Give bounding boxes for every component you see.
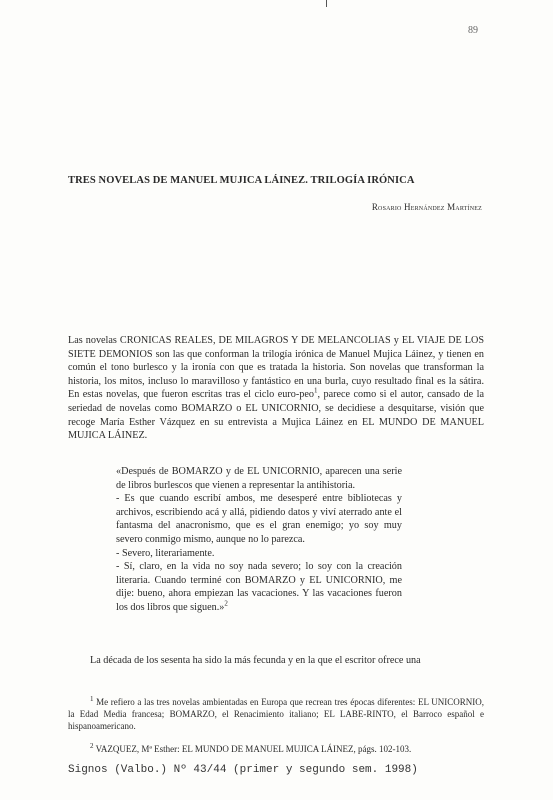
continuation-paragraph: La década de los sesenta ha sido la más fecunda y en la que el escritor ofrece una bbox=[90, 655, 421, 666]
footnote-2 bbox=[68, 740, 484, 755]
footnote-1-mark: 1 bbox=[90, 695, 94, 703]
footnote-1 bbox=[68, 693, 484, 733]
quote-line bbox=[116, 560, 402, 614]
page-number: 89 bbox=[468, 25, 478, 36]
quote-line: - Es que cuando escribí ambos, me desesperé entre bibliotecas y archivos, escribiendo acá y allá, pidiendo datos y viví aterrado ante el fantasma del anacronismo, que es el gran enemigo; yo soy muy severo conmigo mismo, aunque no lo parezca. bbox=[116, 493, 402, 545]
paragraph-1-text-a: Las novelas CRONICAS REALES, DE MILAGROS Y DE MELANCOLIAS y EL VIAJE DE LOS SIETE DEMONIOS son las que conforman la trilogía irónica de Manuel Mujica Láinez, y tienen en común el tono burlesco y la ironía con que es tratada la historia. Son novelas que transforman la historia, los mitos, incluso lo maravilloso y fantástico en una burla, cuyo resultado final es la sátira. En estas novelas, que fueron escritas tras el ciclo euro-peo bbox=[68, 335, 484, 401]
paragraph-1-text-b: , parece como si el autor, cansado de la seriedad de novelas como BOMARZO o EL UNICORNIO, se decidiese a desquitarse, visión que recoge María Esther Vázquez en su entrevista a Mujica Láinez en EL MUNDO DE MANUEL MUJICA LÁINEZ. bbox=[68, 389, 485, 442]
footnote-ref-2: 2 bbox=[224, 599, 228, 608]
quote-line: «Después de BOMARZO y de EL UNICORNIO, aparecen una serie de libros burlescos que vienen a representar la antihistoria. bbox=[116, 466, 402, 491]
footnote-2-mark: 2 bbox=[90, 742, 94, 750]
footnote-ref-1: 1 bbox=[313, 386, 318, 395]
quote-line: - Severo, literariamente. bbox=[116, 547, 215, 559]
quote-line-text: - Sí, claro, en la vida no soy nada severo; lo soy con la creación literaria. Cuando terminé con BOMARZO y EL UNICORNIO, me dije: bueno, ahora empiezan las vacaciones. Y las vacaciones fueron los dos libros que siguen.» bbox=[116, 561, 402, 613]
footnote-2-text: VAZQUEZ, Mª Esther: EL MUNDO DE MANUEL MUJICA LÁINEZ, págs. 102-103. bbox=[95, 744, 412, 754]
block-quote bbox=[116, 465, 402, 615]
article-author: Rosario Hernández Martínez bbox=[371, 202, 482, 212]
footnote-1-text: Me refiero a las tres novelas ambientadas en Europa que recrean tres épocas diferentes: EL UNICORNIO, la Edad Media francesa; BOMARZO, el Renacimiento italiano; EL LABE-RINTO, el Barroco español e hispanoamericano. bbox=[68, 697, 484, 732]
scan-edge-mark bbox=[326, 0, 327, 7]
body-paragraph bbox=[68, 334, 484, 443]
journal-citation: Signos (Valbo.) Nº 43/44 (primer y segundo sem. 1998) bbox=[68, 764, 418, 776]
paragraph-1 bbox=[68, 334, 484, 443]
article-title: TRES NOVELAS DE MANUEL MUJICA LÁINEZ. TRILOGÍA IRÓNICA bbox=[68, 175, 415, 186]
